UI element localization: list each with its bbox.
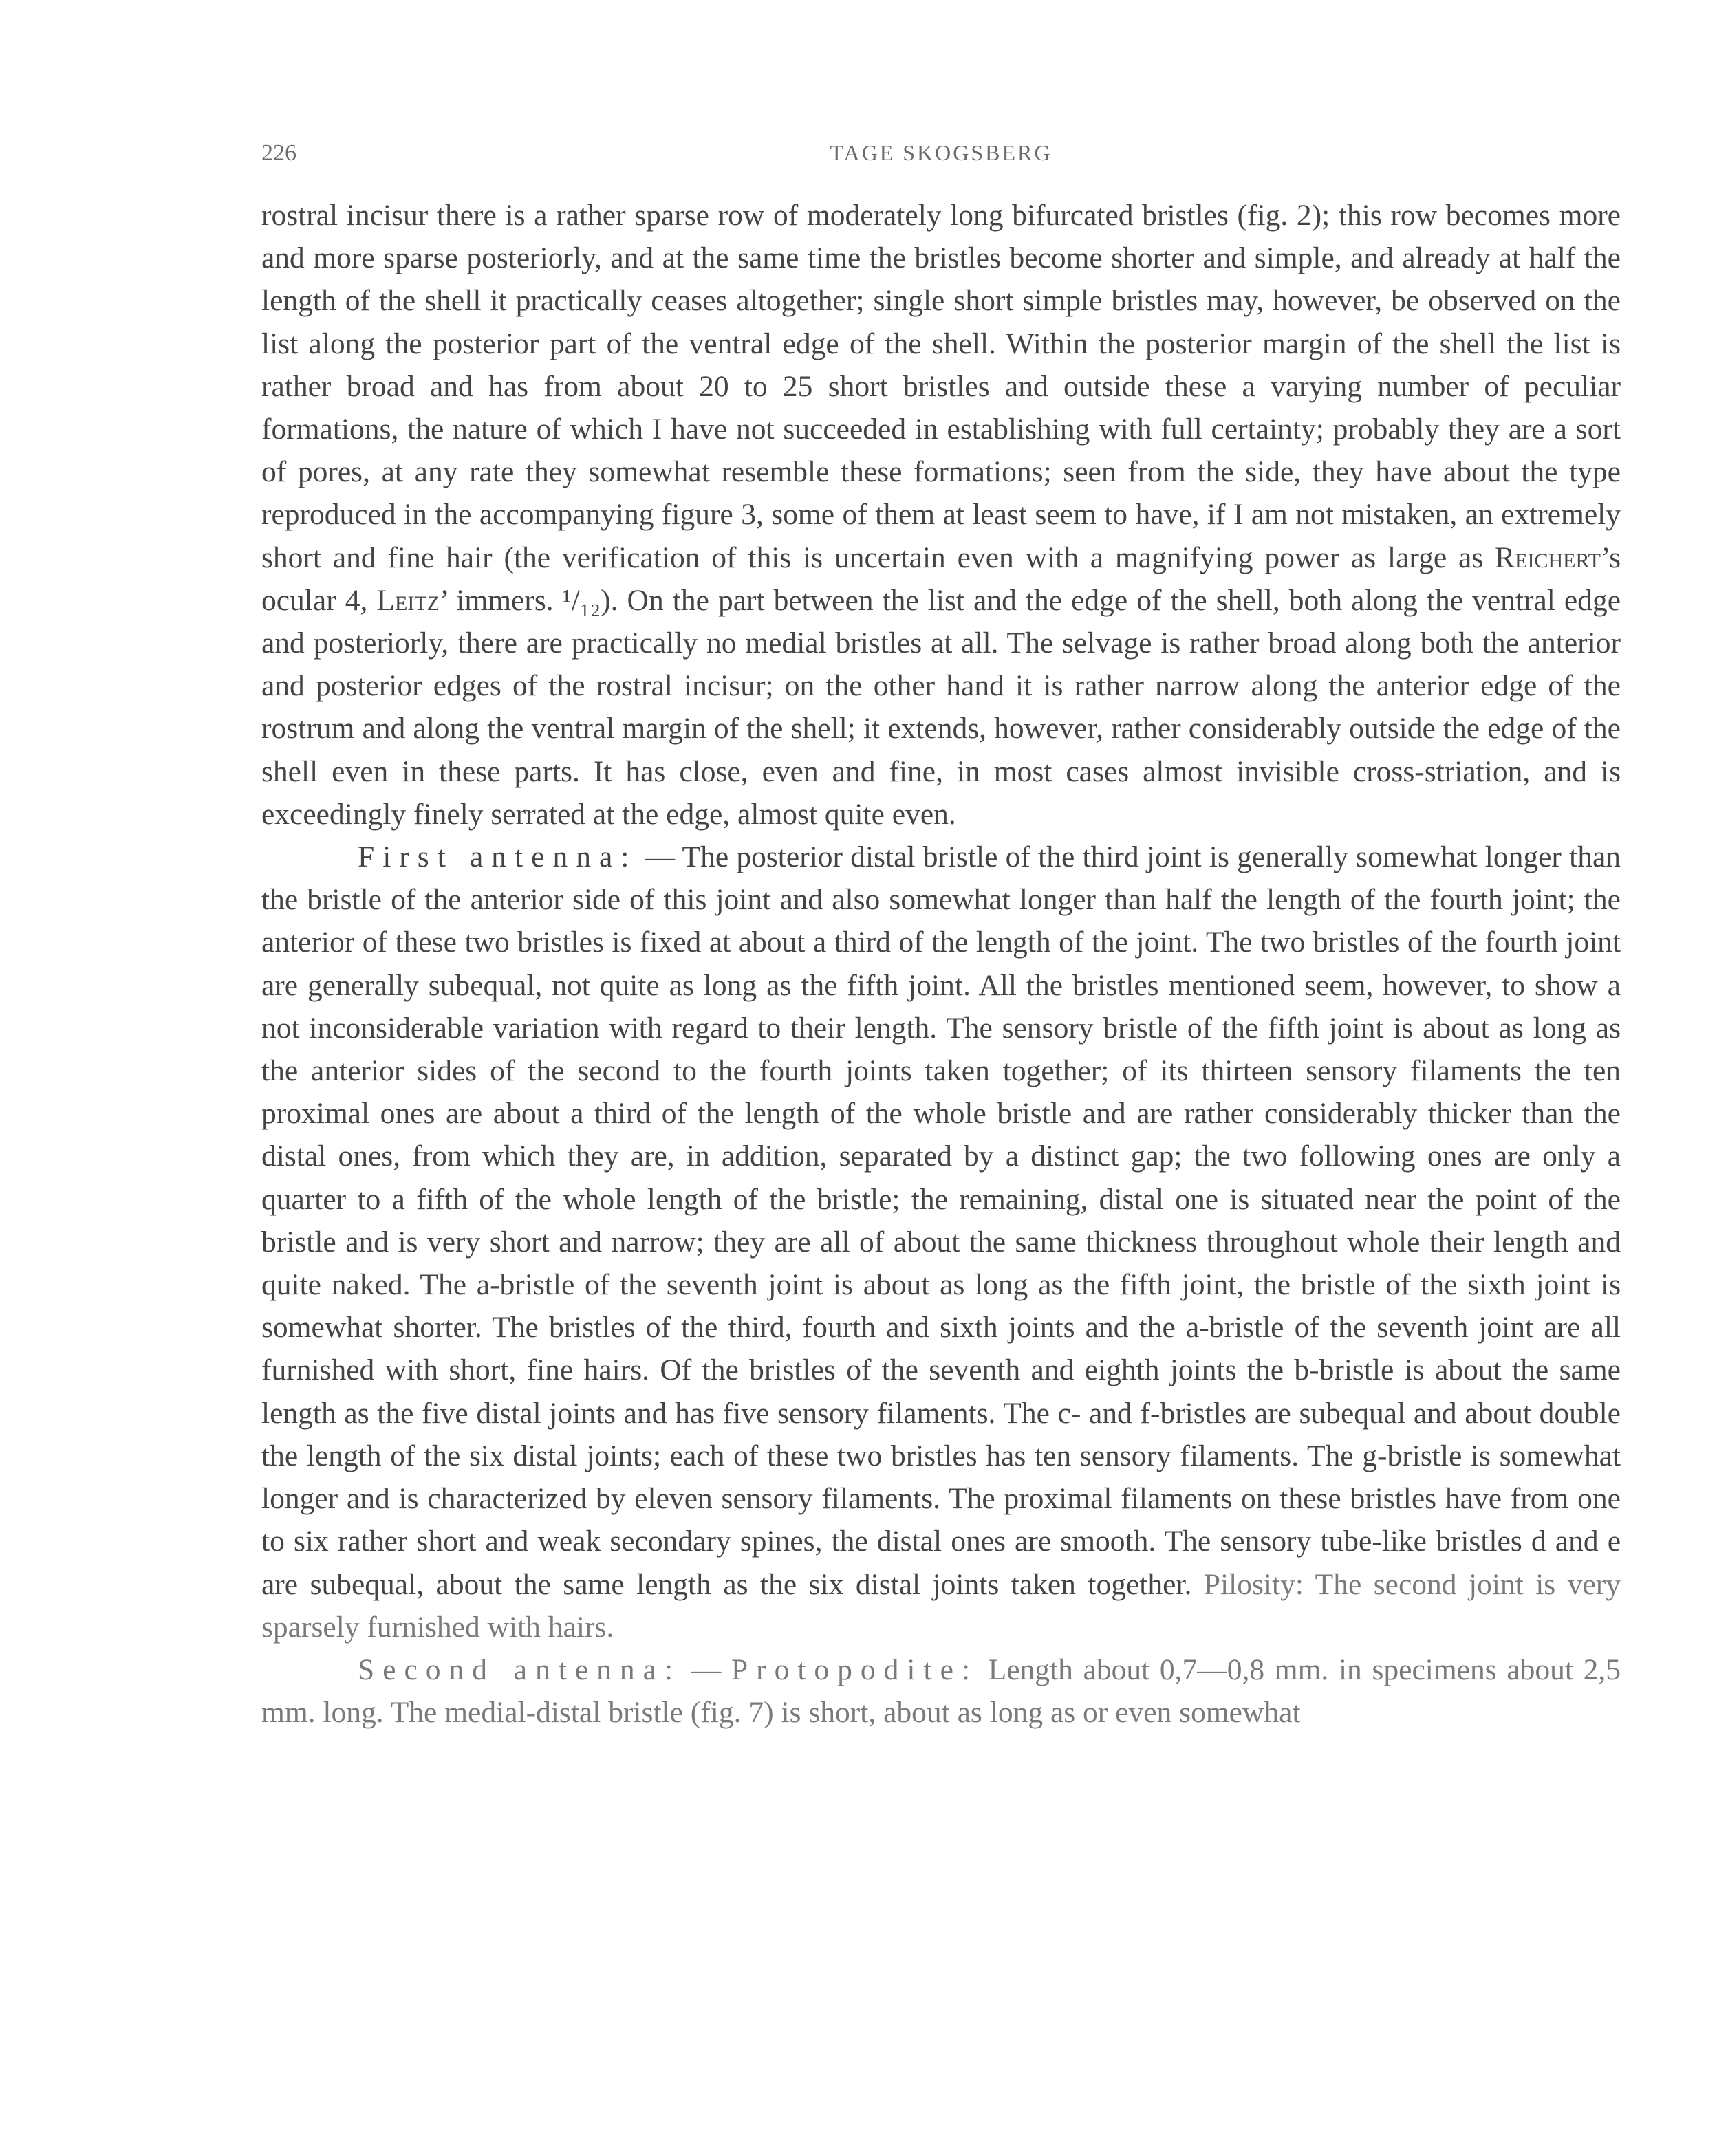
running-head: TAGE SKOGSBERG	[830, 140, 1052, 165]
page-number: 226	[261, 140, 296, 166]
paragraph-text: ’s ocular 4,	[261, 541, 1621, 617]
paragraph-text: ’ immers. ¹/₁₂). On the part between the list and the edge of the shell, both along the ventral edge and posteriorly, there are practically no medial bristles at all. The selvage is rather broad along both the anterior and posterior edges of the rostral incisur; on the other hand it is rather narrow along the anterior edge of the rostrum and along the ventral margin of the shell; it extends, however, rather considerably outside the edge of the shell even in these parts. It has close, even and fine, in most cases almost invisible cross-striation, and is exceedingly finely serrated at the edge, almost quite even.	[261, 583, 1621, 831]
paragraph-text: — The posterior distal bristle of the third joint is generally somewhat longer than the bristle of the anterior side of this joint and also somewhat longer than half the length of the fourth joint; the anterior of these two bristles is fixed at about a third of the length of the joint. The two bristles of the fourth joint are generally subequal, not quite as long as the fifth joint. All the bristles mentioned seem, however, to show a not inconsiderable variation with regard to their length. The sensory bristle of the fifth joint is about as long as the anterior sides of the second to the fourth joints taken together; of its thirteen sensory filaments the ten proximal ones are about a third of the length of the whole bristle and are rather considerably thicker than the distal ones, from which they are, in addition, separated by a distinct gap; the two following ones are only a quarter to a fifth of the whole length of the bristle; the remaining, distal one is situated near the point of the bristle and is very short and narrow; they are all of about the same thickness throughout whole their length and quite naked. The a-bristle of the seventh joint is about as long as the fifth joint, the bristle of the sixth joint is somewhat shorter. The bristles of the third, fourth and sixth joints and the a-bristle of the seventh joint are all furnished with short, fine hairs. Of the bristles of the seventh and eighth joints the b-bristle is about the same length as the five distal joints and has five sensory filaments. The c- and f-bristles are subequal and about double the length of the six distal joints; each of these two bristles has ten sensory filaments. The g-bristle is somewhat longer and is characterized by eleven sensory filaments. The proximal filaments on these bristles have from one to six rather short and weak secondary spines, the distal ones are smooth. The sensory tube-like bristles d and e are subequal, about the same length as the six distal joints taken together.	[261, 840, 1621, 1601]
body-text	[261, 194, 1621, 1734]
paragraph-text: rostral incisur there is a rather sparse row of moderately long bifurcated bristles (fig. 2); this row becomes more and more sparse posteriorly, and at the same time the bristles become shorter and simple, and already at half the length of the shell it practically ceases altogether; single short simple bristles may, however, be observed on the list along the posterior part of the ventral edge of the shell. Within the posterior margin of the shell the list is rather broad and has from about 20 to 25 short bristles and outside these a varying number of peculiar formations, the nature of which I have not succeeded in establishing with full certainty; probably they are a sort of pores, at any rate they somewhat resemble these formations; seen from the side, they have about the type reproduced in the accompanying figure 3, some of them at least seem to have, if I am not mistaken, an extremely short and fine hair (the verification of this is uncertain even with a magnifying power as large as	[261, 199, 1621, 574]
paragraph-text: —	[681, 1653, 731, 1686]
paragraph-shell-description	[261, 194, 1621, 836]
paragraph-first-antenna	[261, 836, 1621, 1648]
section-heading-second-antenna: Second antenna:	[358, 1653, 682, 1686]
page-header	[261, 140, 1621, 175]
author-name-reichert: Reichert	[1495, 541, 1601, 574]
subheading-pilosity: Pilosity:	[1203, 1567, 1304, 1601]
paragraph-text: The second joint is very sparsely furnished with hairs.	[261, 1567, 1621, 1644]
paragraph-second-antenna	[261, 1648, 1621, 1734]
subheading-protopodite: Protopodite:	[731, 1653, 978, 1686]
paragraph-text: Length about 0,7—0,8 mm. in specimens about 2,5 mm. long. The medial-distal bristle (fig. 7) is short, about as long as or even somewhat	[261, 1653, 1621, 1730]
author-name-leitz: Leitz	[376, 583, 440, 617]
section-heading-first-antenna: First antenna:	[358, 840, 638, 874]
